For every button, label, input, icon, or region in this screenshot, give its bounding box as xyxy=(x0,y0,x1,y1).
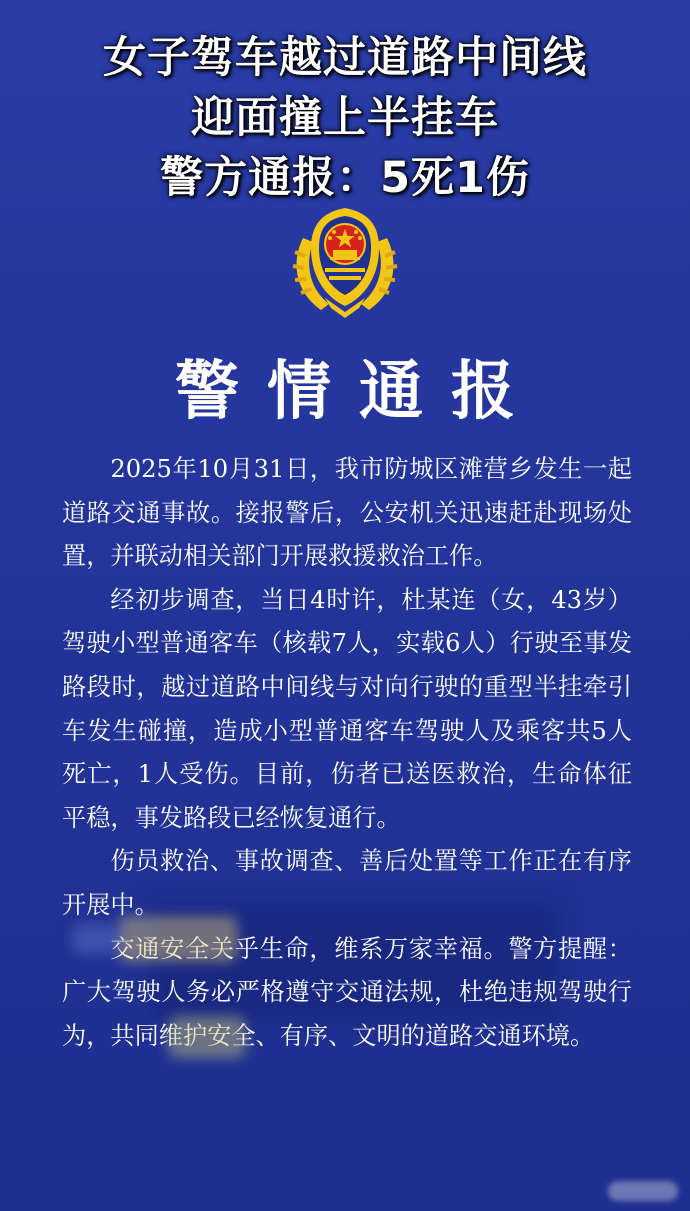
report-title: 警情通报 xyxy=(175,354,543,429)
paragraph-4: 交通安全关乎生命，维系万家幸福。警方提醒：广大驾驶人务必严格遵守交通法规，杜绝违规驾驶行为，共同维护安全、有序、文明的道路交通环境。 xyxy=(62,934,632,1050)
blur-patch-2 xyxy=(72,924,118,954)
headline-line-2: 迎面撞上半挂车 xyxy=(191,93,499,143)
report-body xyxy=(62,448,632,1058)
watermark-icon xyxy=(608,1181,678,1201)
headline-line-3: 警方通报：5死1伤 xyxy=(160,153,530,203)
paragraph-2: 经初步调查，当日4时许，杜某连（女，43岁）驾驶小型普通客车（核载7人，实载6人）行驶至事发路段时，越过道路中间线与对向行驶的重型半挂牵引车发生碰撞，造成小型普通客车驾驶人及乘客共5人死亡，1人受伤。目前，伤者已送医救治，生命体征平稳，事发路段已经恢复通行。 xyxy=(62,585,632,832)
headline-line-1: 女子驾车越过道路中间线 xyxy=(103,33,587,83)
blur-patch-3 xyxy=(168,1016,246,1058)
police-emblem-icon xyxy=(285,200,405,324)
paragraph-3: 伤员救治、事故调查、善后处置等工作正在有序开展中。 xyxy=(62,847,632,919)
paragraph-1: 2025年10月31日，我市防城区滩营乡发生一起道路交通事故。接报警后，公安机关迅速赶赴现场处置，并联动相关部门开展救援救治工作。 xyxy=(62,455,632,571)
blur-patch-1 xyxy=(118,916,238,962)
